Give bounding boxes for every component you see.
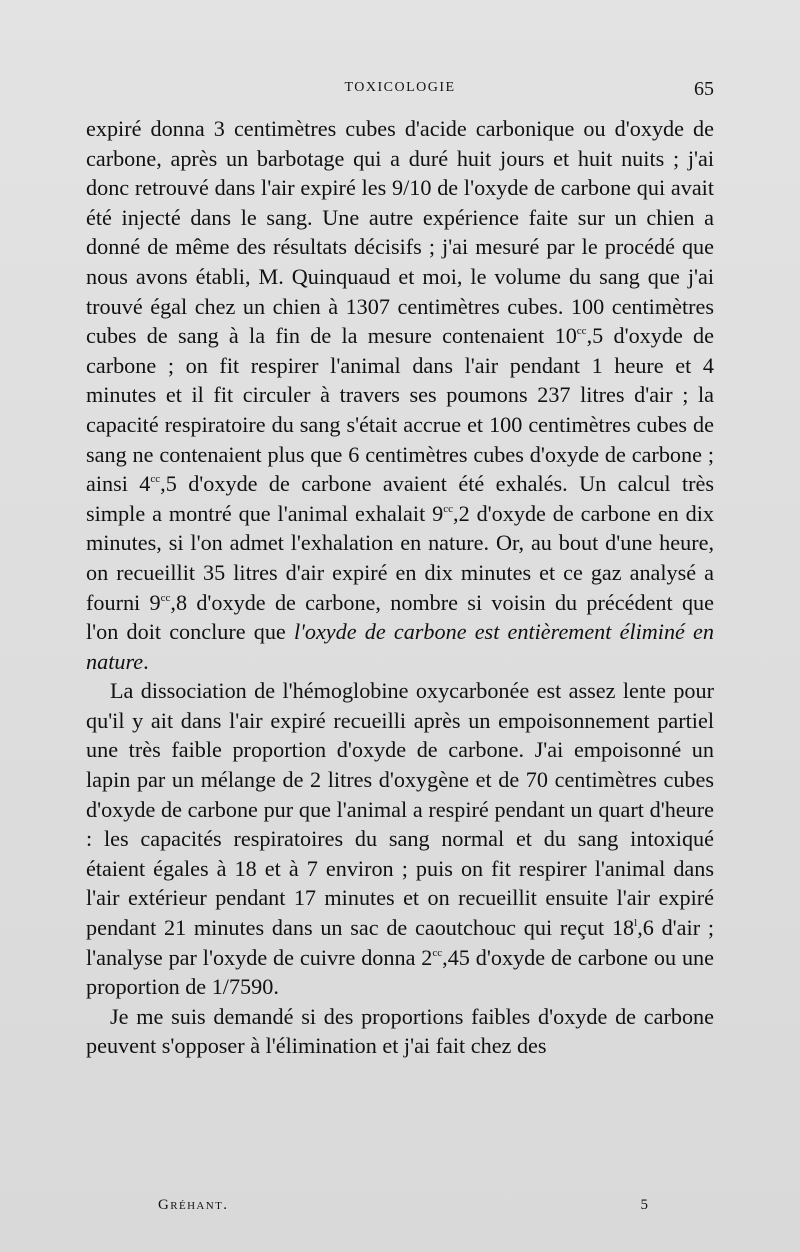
page-number: 65 [694,78,714,100]
text-run: expiré donna 3 centimètres cubes d'acide carbonique ou d'oxyde de carbone, après un barbotage qui a duré huit jours et huit nuits ; j'ai donc retrouvé dans l'air expiré les 9/10 de l'oxyde de carbone qui avait été injecté dans le sang. Une autre expérience faite sur un chien a donné de même des résultats décisifs ; j'ai mesuré par le procédé que nous avons établi, M. Quinquaud et moi, le volume du sang que j'ai trouvé égal chez un chien à 1307 centimètres cubes. 100 centimètres cubes de sang à la fin de la mesure contenaient 10 [86,116,714,349]
body-text [86,114,714,1061]
paragraph-dissociation [86,676,714,1002]
text-run: ,45 d'oxyde de carbone ou une proportion de 1/7590. [86,944,714,1000]
text-run: Je me suis demandé si des proportions faibles d'oxyde de carbone peuvent s'opposer à l'élimination et j'ai fait chez des [86,1003,714,1059]
text-run: ,2 d'oxyde de carbone en dix minutes, si l'on admet l'exhalation en nature. Or, au bout d'une heure, on recueillit 35 litres d'air expiré en dix minutes et ce gaz analysé a fourni 9 [86,500,715,615]
emphasis-text: l'oxyde de carbone est entièrement éliminé en nature [86,619,715,674]
unit-superscript: l [634,917,638,930]
page-footer [158,1197,648,1221]
unit-superscript: cc [150,473,161,486]
text-run: ,6 d'air ; l'analyse par l'oxyde de cuivre donna 2 [86,915,714,970]
text-run: . [143,648,149,674]
unit-superscript: cc [443,502,454,515]
unit-superscript: cc [576,325,587,338]
text-run: ,5 d'oxyde de carbone avaient été exhalés. Un calcul très simple a montré que l'animal exhalait 9 [86,471,714,526]
running-title: TOXICOLOGIE [344,80,456,95]
page-header [86,78,714,104]
footer-author: Gréhant. [158,1197,229,1213]
unit-superscript: cc [160,591,171,604]
text-run: ,5 d'oxyde de carbone ; on fit respirer l'animal dans l'air pendant 1 heure et 4 minutes et il fit circuler à travers ses poumons 237 litres d'air ; la capacité respiratoire du sang s'était accrue et 100 centimètres cubes de sang ne contenaient plus que 6 centimètres cubes d'oxyde de carbone ; ainsi 4 [86,323,714,497]
paragraph-proportions [86,1002,714,1061]
text-run: La dissociation de l'hémoglobine oxycarbonée est assez lente pour qu'il y ait dans l'air expiré recueilli après un empoisonnement partiel une très faible proportion d'oxyde de carbone. J'ai empoisonné un lapin par un mélange de 2 litres d'oxygène et de 70 centimètres cubes d'oxyde de carbone pur que l'animal a respiré pendant un quart d'heure : les capacités respiratoires du sang normal et du sang intoxiqué étaient égales à 18 et à 7 environ ; puis on fit respirer l'animal dans l'air extérieur pendant 17 minutes et on recueillit ensuite l'air expiré pendant 21 minutes dans un sac de caoutchouc qui reçut 18 [86,678,714,941]
unit-superscript: cc [432,946,443,959]
paragraph-continuation [86,114,714,676]
text-run: ,8 d'oxyde de carbone, nombre si voisin du précédent que l'on doit conclure que [86,589,714,645]
signature-mark: 5 [640,1197,648,1213]
